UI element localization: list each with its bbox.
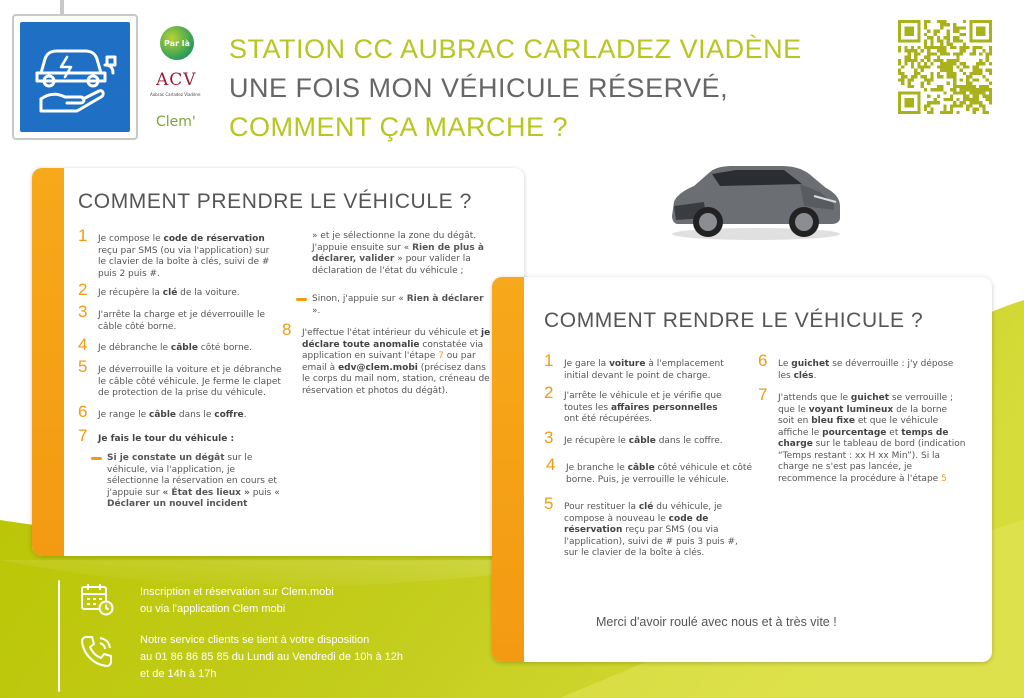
phone-icon — [80, 634, 114, 668]
clem-logo: Clem' — [156, 114, 196, 130]
card-band — [32, 168, 64, 556]
signup-line-1: Inscription et réservation sur Clem.mobi — [140, 586, 334, 598]
take-step-7-sub-continued: » et je sélectionne la zone du dégât. J'appuie ensuite sur « Rien de plus à déclarer, valider » pour valider la déclaration de l'état du véhicule ; — [312, 231, 484, 276]
acv-logo: ACV — [156, 70, 197, 90]
support-email-link[interactable]: edv@clem.mobi — [338, 362, 418, 373]
qr-code-icon[interactable] — [898, 20, 992, 114]
take-vehicle-card — [32, 168, 524, 556]
return-step-2: 2 J'arrête le véhicule et je vérifie que toutes les affaires personnelles ont été récupérées. — [544, 383, 722, 424]
ev-charging-sign-icon — [31, 35, 119, 119]
footer-divider — [58, 580, 60, 692]
signup-info — [140, 584, 334, 618]
acv-logo-subtitle: Aubrac Carladez Viadène — [150, 92, 201, 97]
thanks-message: Merci d'avoir roulé avec nous et à très vite ! — [596, 615, 837, 629]
take-step-1: 1 Je compose le code de réservation reçu par SMS (ou via l'application) sur le clavier de la boîte à clés, suivi de # puis 2 puis #. — [78, 226, 270, 279]
take-step-5: 5 Je déverrouille la voiture et je débranche le câble côté véhicule. Je ferme le clapet de protection de la prise du véhicule. — [78, 357, 282, 398]
take-step-6: 6 Je range le câble dans le coffre. — [78, 402, 247, 421]
take-step-2: 2 Je récupère la clé de la voiture. — [78, 280, 240, 299]
signup-line-2: ou via l'application Clem mobi — [140, 603, 286, 615]
take-step-7: 7 Je fais le tour du véhicule : — [78, 426, 235, 445]
title-line-1: STATION CC AUBRAC CARLADEZ VIADÈNE — [229, 34, 802, 64]
return-step-4: 4 Je branche le câble côté véhicule et côté borne. Puis, je verrouille le véhicule. — [546, 455, 752, 485]
return-card-title: COMMENT RENDRE LE VÉHICULE ? — [544, 309, 924, 332]
title-line-2: UNE FOIS MON VÉHICULE RÉSERVÉ, — [229, 73, 729, 103]
take-step-7-sub-damage: Si je constate un dégât sur le véhicule, via l'application, je sélectionne la réservation en cours et j'appuie sur « État des lieux » puis « Déclarer un nouvel incident — [107, 453, 283, 511]
take-card-title: COMMENT PRENDRE LE VÉHICULE ? — [78, 190, 472, 213]
page-title — [229, 30, 802, 147]
service-line-1: Notre service clients se tient à votre disposition — [140, 634, 370, 646]
customer-service-info — [140, 632, 403, 683]
car-image — [664, 158, 844, 242]
return-step-7: 7 J'attends que le guichet se verrouille ; que le voyant lumineux de la borne soit en bleu fixe et que le véhicule affiche le pourcentage et temps de charge sur le tableau de bord (indication “Temps restant : xx H xx Min”). Si la charge ne s'est pas lancée, je recommence la procédure à l'étape 5 — [758, 385, 966, 484]
return-step-1: 1 Je gare la voiture à l'emplacement initial devant le point de charge. — [544, 351, 724, 381]
return-step-3: 3 Je récupère le câble dans le coffre. — [544, 428, 723, 447]
service-line-2: au 01 86 86 85 85 du Lundi au Vendredi de 10h à 12h — [140, 651, 404, 663]
parla-logo: Par là — [160, 26, 194, 60]
partner-logos — [150, 26, 220, 136]
sign-pole — [60, 0, 64, 14]
take-step-4: 4 Je débranche le câble côté borne. — [78, 335, 253, 354]
return-vehicle-card — [492, 277, 992, 662]
calendar-icon — [80, 582, 114, 616]
take-step-8: 8 J'effectue l'état intérieur du véhicule et je déclare toute anomalie constatée via application en suivant l'étape 7 ou par email à edv@clem.mobi (précisez dans le corps du mail nom, station, créneau de réservation et photos du dégât). — [282, 320, 491, 396]
return-step-5: 5 Pour restituer la clé du véhicule, je compose à nouveau le code de réservation reçu par SMS (ou via l'application), suivi de # puis 3 puis #, sur le clavier de la boîte à clés. — [544, 494, 738, 558]
ev-charging-sign — [12, 14, 138, 140]
take-step-3: 3 J'arrête la charge et je déverrouille le câble côté borne. — [78, 302, 265, 332]
service-line-3: et de 14h à 17h — [140, 668, 217, 680]
title-line-3: COMMENT ÇA MARCHE ? — [229, 112, 569, 142]
return-step-6: 6 Le guichet se déverrouille : j'y dépose les clés. — [758, 351, 954, 381]
take-step-7-sub-none: Sinon, j'appuie sur « Rien à déclarer ». — [312, 294, 488, 317]
card-band — [492, 277, 524, 662]
